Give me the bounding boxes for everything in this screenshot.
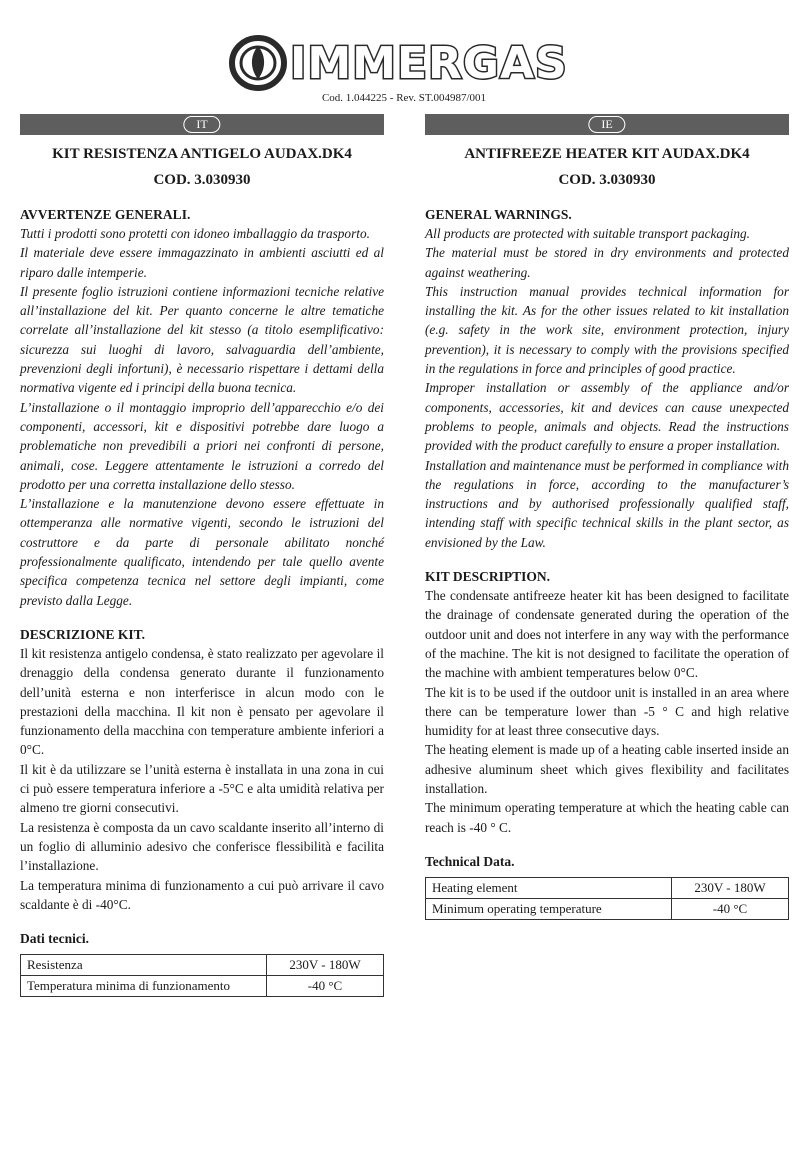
description-paragraph: The minimum operating temperature at which the heating cable can reach is -40 ° C. (425, 800, 789, 835)
description-paragraph: Il kit è da utilizzare se l’unità esterna è installata in una zona in cui ci può essere temperatura inferiore a -5°C e alta umidità relativa per almeno tre giorni consecutivi. (20, 761, 384, 816)
description-heading: DESCRIZIONE KIT. (20, 626, 146, 642)
warning-paragraph: The material must be stored in dry environments and protected against weathering. (425, 245, 789, 280)
description-heading: KIT DESCRIPTION. (425, 569, 551, 585)
table-row (21, 955, 384, 976)
description-paragraph: La resistenza è composta da un cavo scaldante inserito all’interno di un foglio di alluminio adesivo che conferisce flessibilità e facilita l’installazione. (20, 819, 384, 874)
warning-paragraph: Improper installation or assembly of the appliance and/or components, accessories, kit and devices can cause unexpected problems to people, animals and objects. Read the instructions provided with the product carefully to ensure a proper installation. (425, 380, 789, 454)
warnings-heading: AVVERTENZE GENERALI. (20, 207, 191, 222)
language-badge: IT (183, 116, 220, 133)
table-cell-value: 230V - 180W (267, 955, 384, 976)
warning-paragraph: L’installazione o il montaggio improprio dell’apparecchio e/o dei componenti, accessori, kit e dispositivi potrebbe dare luogo a problematiche non prevedibili a priori nei confronti di persone, animali, cose. Leggere attentamente le istruzioni a corredo del prodotto per una corretta installazione dello stesso. (20, 399, 384, 492)
table-row (426, 898, 789, 919)
warning-paragraph: Installation and maintenance must be performed in compliance with the regulations in force, according to the manufacturer’s instructions and by authorised professionally qualified staff, intending staff with specific technical skills in the plant sector, as envisioned by the Law. (425, 457, 789, 550)
table-cell-label: Heating element (426, 877, 672, 898)
page-header (0, 0, 808, 108)
immergas-logo (228, 32, 574, 94)
kit-title: ANTIFREEZE HEATER KIT AUDAX.DK4 (464, 146, 750, 162)
warning-paragraph: Il presente foglio istruzioni contiene informazioni tecniche relative all’installazione del kit. Per quanto concerne le altre tematiche correlate all’installazione del kit stesso (a titolo esemplificativo: sicurezza sui luoghi di lavoro, salvaguardia dell’ambiente, prevenzioni degli infortuni), è necessario rispettare i dettami della normativa vigente ed i principi della buona tecnica. (20, 283, 384, 396)
table-cell-value: 230V - 180W (672, 877, 789, 898)
language-badge: IE (588, 116, 625, 133)
warning-paragraph: L’installazione e la manutenzione devono essere effettuate in ottemperanza alle normative vigenti, secondo le istruzioni del costruttore e da parte di personale abilitato nonché professionalmente qualificato, intendendo per tale quello avente specifica competenza tecnica nel settore degli impianti, come previsto dalla Legge. (20, 496, 384, 608)
logo-flame-icon (228, 32, 288, 92)
document-code: Cod. 1.044225 - Rev. ST.004987/001 (321, 92, 487, 104)
table-cell-value: -40 °C (672, 898, 789, 919)
description-paragraph: The condensate antifreeze heater kit has been designed to facilitate the drainage of condensate generated during the operation of the outdoor unit and does not interfere in any way with the performance of the machine. The kit is not designed to facilitate the operation of the machine with ambient temperatures below 0°C. (425, 588, 789, 681)
language-bar-it (20, 114, 384, 135)
description-paragraph: Il kit resistenza antigelo condensa, è stato realizzato per agevolare il drenaggio della condensa generato durante il funzionamento dell’unità esterna e non interferisce in alcun modo con le prestazioni della macchina. Il kit non è pensato per agevolare il funzionamento della macchina con temperature ambiente inferiori a 0°C. (20, 645, 384, 758)
technical-data-heading: Dati tecnici. (20, 931, 89, 947)
table-cell-label: Minimum operating temperature (426, 898, 672, 919)
description-paragraph: La temperatura minima di funzionamento a cui può arrivare il cavo scaldante è di -40°C. (20, 877, 384, 912)
table-cell-value: -40 °C (267, 976, 384, 997)
kit-code: COD. 3.030930 (558, 172, 656, 188)
warning-paragraph: This instruction manual provides technical information for installing the kit. As for the other issues related to kit installation (e.g. safety in the work site, environment protection, injury prevention), it is necessary to comply with the provisions specified in the regulations in force and principles of good practice. (425, 283, 789, 377)
warnings-heading: GENERAL WARNINGS. (425, 207, 572, 222)
language-bar-ie (425, 114, 789, 135)
table-row (21, 976, 384, 997)
kit-title: KIT RESISTENZA ANTIGELO AUDAX.DK4 (52, 146, 352, 162)
table-row (426, 877, 789, 898)
column-italian (20, 114, 384, 997)
warning-paragraph: Tutti i prodotti sono protetti con idoneo imballaggio da trasporto. (20, 226, 370, 241)
table-cell-label: Resistenza (21, 955, 267, 976)
kit-code: COD. 3.030930 (153, 172, 251, 188)
description-paragraph: The kit is to be used if the outdoor unit is installed in an area where there can be temperature lower than -5 ° C and high relative humidity for at least three consecutive days. (425, 684, 789, 739)
column-english (425, 114, 789, 920)
technical-data-table (20, 954, 384, 997)
warning-paragraph: Il materiale deve essere immagazzinato in ambienti asciutti ed al riparo dalle intemperie. (20, 245, 384, 280)
logo-wordmark: IMMERGAS (290, 38, 568, 89)
technical-data-table (425, 877, 789, 920)
description-paragraph: The heating element is made up of a heating cable inserted inside an adhesive aluminum sheet which gives flexibility and facilitates installation. (425, 742, 789, 797)
technical-data-heading: Technical Data. (425, 853, 515, 869)
warning-paragraph: All products are protected with suitable transport packaging. (425, 226, 751, 241)
table-cell-label: Temperatura minima di funzionamento (21, 976, 267, 997)
